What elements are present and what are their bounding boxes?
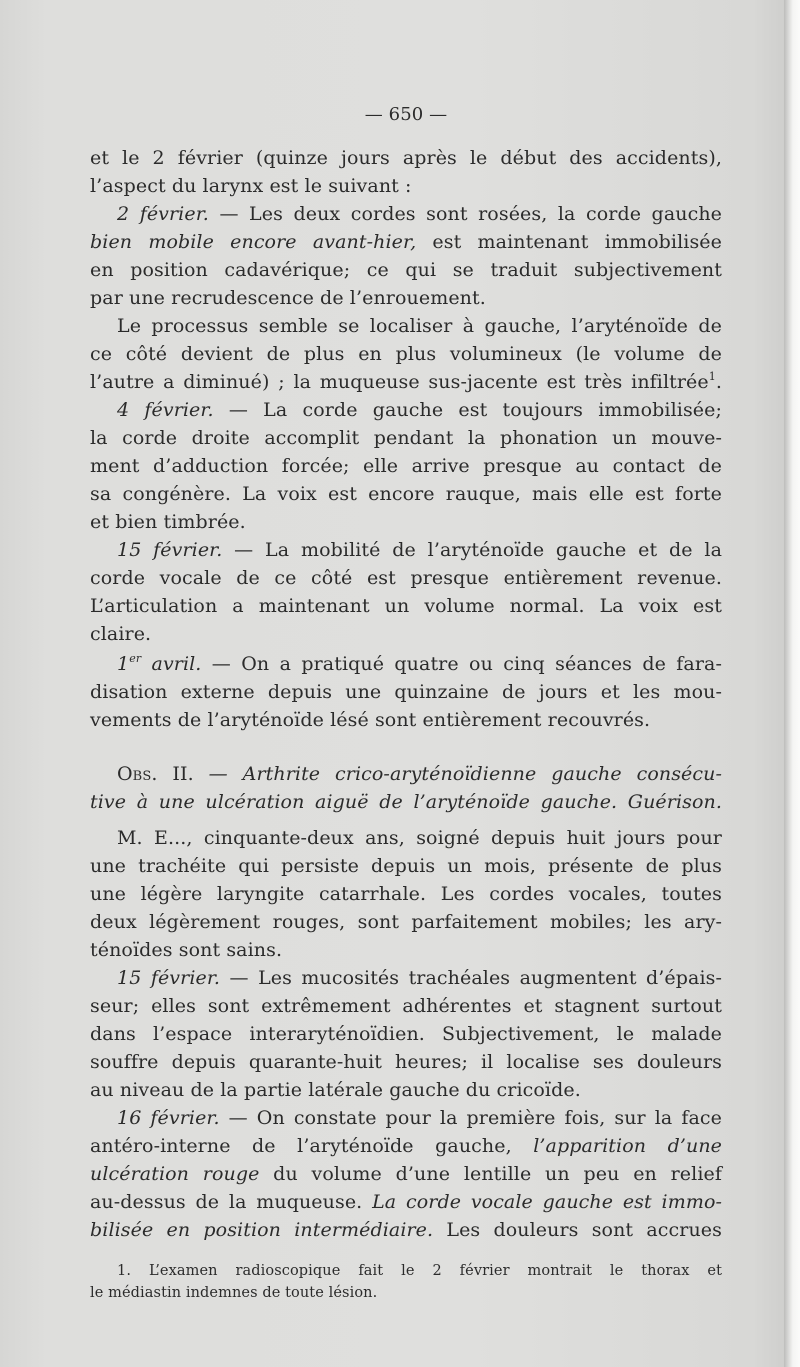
text-line xyxy=(90,200,722,228)
text-span: — On constate pour la première fois, sur la face xyxy=(219,1107,723,1129)
text-line: ténoïdes sont sains. xyxy=(90,939,283,961)
date-superscript: er xyxy=(129,652,142,665)
observation-heading-cont: tive à une ulcération aiguë de l’aryténoïde gauche. Guérison. xyxy=(90,791,722,813)
page-edge xyxy=(784,0,800,1367)
text-line xyxy=(90,1132,722,1160)
italic-span: l’apparition d’une xyxy=(533,1135,722,1157)
text-span: — Les mucosités trachéales augmentent d’épais- xyxy=(220,967,722,989)
text-line: ce côté devient de plus en plus volumineux (le volume de xyxy=(90,343,722,365)
text-line xyxy=(90,1216,722,1244)
text-line xyxy=(90,1160,722,1188)
text-line xyxy=(90,1188,722,1216)
text-span: . xyxy=(715,371,722,393)
italic-span: bien mobile encore avant-hier, xyxy=(90,231,417,253)
text-line: et le 2 février (quinze jours après le début des accidents), xyxy=(90,147,722,169)
text-line: corde vocale de ce côté est presque entièrement revenue. xyxy=(90,567,722,589)
date-month: avril. xyxy=(141,653,202,675)
text-line: deux légèrement rouges, sont parfaitement mobiles; les ary- xyxy=(90,911,722,933)
text-line: ment d’adduction forcée; elle arrive presque au contact de xyxy=(90,455,722,477)
text-span: l’autre a diminué) ; la muqueuse sus-jacente est très infiltrée xyxy=(90,371,709,393)
text-line xyxy=(90,536,722,564)
text-line: sa congénère. La voix est encore rauque, mais elle est forte xyxy=(90,483,722,505)
text-span: est maintenant immobilisée xyxy=(416,231,722,253)
text-span: — La mobilité de l’aryténoïde gauche et de la xyxy=(222,539,723,561)
observation-title: — Arthrite crico-aryténoïdienne gauche consécu- xyxy=(193,763,722,785)
text-span: au-dessus de la muqueuse. xyxy=(90,1191,373,1213)
footnote-line: 1. L’examen radioscopique fait le 2 février montrait le thorax et xyxy=(117,1263,722,1279)
date-label: 15 février. xyxy=(117,967,221,989)
page-number: — 650 — xyxy=(364,104,448,125)
text-span: — La corde gauche est toujours immobilisée; xyxy=(213,399,722,421)
text-line: par une recrudescence de l’enrouement. xyxy=(90,287,486,309)
text-line: M. E..., cinquante-deux ans, soigné depuis huit jours pour xyxy=(117,827,722,849)
italic-span: bilisée en position intermédiaire. xyxy=(90,1219,434,1241)
text-line: L’articulation a maintenant un volume normal. La voix est xyxy=(90,595,722,617)
observation-heading xyxy=(90,760,722,788)
footnote-line: le médiastin indemnes de toute lésion. xyxy=(90,1285,378,1301)
text-span: — On a pratiqué quatre ou cinq séances de fara- xyxy=(201,653,722,675)
text-span: du volume d’une lentille un peu en relief xyxy=(259,1163,722,1185)
text-span: antéro-interne de l’aryténoïde gauche, xyxy=(90,1135,534,1157)
text-line xyxy=(90,396,722,424)
text-line: Le processus semble se localiser à gauche, l’aryténoïde de xyxy=(117,315,722,337)
date-label: 16 février. xyxy=(117,1107,220,1129)
text-line xyxy=(90,650,722,678)
text-line: au niveau de la partie latérale gauche du cricoïde. xyxy=(90,1079,581,1101)
text-line: vements de l’aryténoïde lésé sont entièrement recouvrés. xyxy=(90,709,651,731)
date-label: 2 février. xyxy=(117,203,209,225)
text-line: l’aspect du larynx est le suivant : xyxy=(90,175,412,197)
date-label: 15 février. xyxy=(117,539,223,561)
text-line: seur; elles sont extrêmement adhérentes et stagnent surtout xyxy=(90,995,722,1017)
text-line xyxy=(90,964,722,992)
italic-span: La corde vocale gauche est immo- xyxy=(372,1191,722,1213)
text-span: Les douleurs sont accrues xyxy=(433,1219,722,1241)
italic-span: ulcération rouge xyxy=(90,1163,260,1185)
text-span: — Les deux cordes sont rosées, la corde gauche xyxy=(208,203,723,225)
text-line: et bien timbrée. xyxy=(90,511,246,533)
text-line: souffre depuis quarante-huit heures; il localise ses douleurs xyxy=(90,1051,722,1073)
text-line: la corde droite accomplit pendant la phonation un mouve- xyxy=(90,427,722,449)
text-line: claire. xyxy=(90,623,152,645)
text-line: dans l’espace interaryténoïdien. Subjectivement, le malade xyxy=(90,1023,722,1045)
text-line: en position cadavérique; ce qui se traduit subjectivement xyxy=(90,259,722,281)
observation-label: Obs. II. xyxy=(117,763,194,785)
footnote-ref: 1 xyxy=(708,370,716,383)
text-line xyxy=(90,368,722,396)
date-day: 1 xyxy=(117,653,130,675)
date-label: 4 février. xyxy=(117,399,214,421)
text-line: disation externe depuis une quinzaine de jours et les mou- xyxy=(90,681,722,703)
date-label xyxy=(117,653,201,675)
text-line xyxy=(90,228,722,256)
text-line xyxy=(90,1104,722,1132)
text-line: une trachéite qui persiste depuis un mois, présente de plus xyxy=(90,855,722,877)
text-line: une légère laryngite catarrhale. Les cordes vocales, toutes xyxy=(90,883,722,905)
